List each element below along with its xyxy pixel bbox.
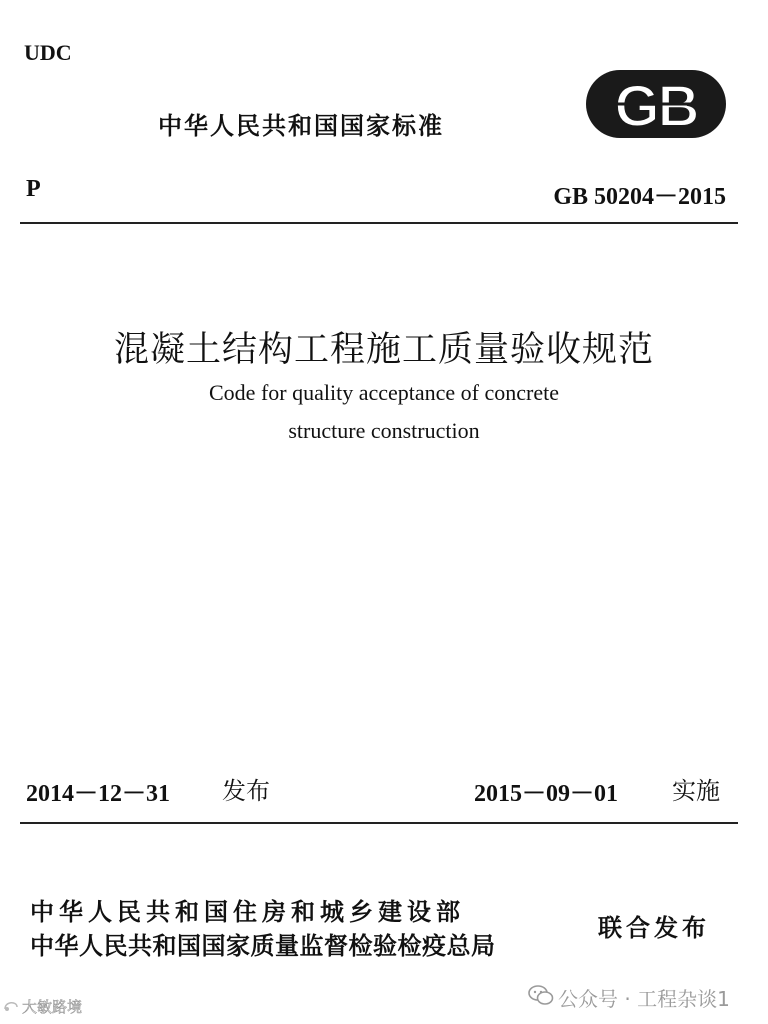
- publisher-line1: 中华人民共和国住房和城乡建设部: [30, 898, 465, 926]
- bottom-divider: [20, 822, 738, 824]
- title-chinese: 混凝土结构工程施工质量验收规范: [113, 330, 654, 370]
- joint-publish-label: 联合发布: [598, 914, 710, 942]
- standard-code: GB 50204－2015: [553, 184, 726, 210]
- issue-label: 发布: [222, 777, 270, 805]
- svg-text:GB: GB: [614, 74, 698, 139]
- gb-logo-icon: [584, 64, 728, 144]
- classification-code: P: [26, 176, 41, 202]
- publisher-line2: 中华人民共和国国家质量监督检验检疫总局: [30, 932, 496, 960]
- udc-label: UDC: [24, 40, 72, 65]
- issuer-title: 中华人民共和国国家标准: [158, 112, 444, 140]
- corner-watermark: 大敏路境: [22, 998, 83, 1016]
- implement-label: 实施: [672, 777, 720, 805]
- account-watermark: 公众号 · 工程杂谈1: [558, 987, 730, 1011]
- top-divider: [20, 222, 738, 224]
- title-english-line2: structure construction: [288, 418, 480, 443]
- implement-date: 2015－09－01: [474, 781, 618, 807]
- corner-logo-icon: [2, 997, 20, 1013]
- wechat-icon: [528, 984, 554, 1006]
- issue-date: 2014－12－31: [26, 781, 170, 807]
- title-english-line1: Code for quality acceptance of concrete: [209, 380, 559, 405]
